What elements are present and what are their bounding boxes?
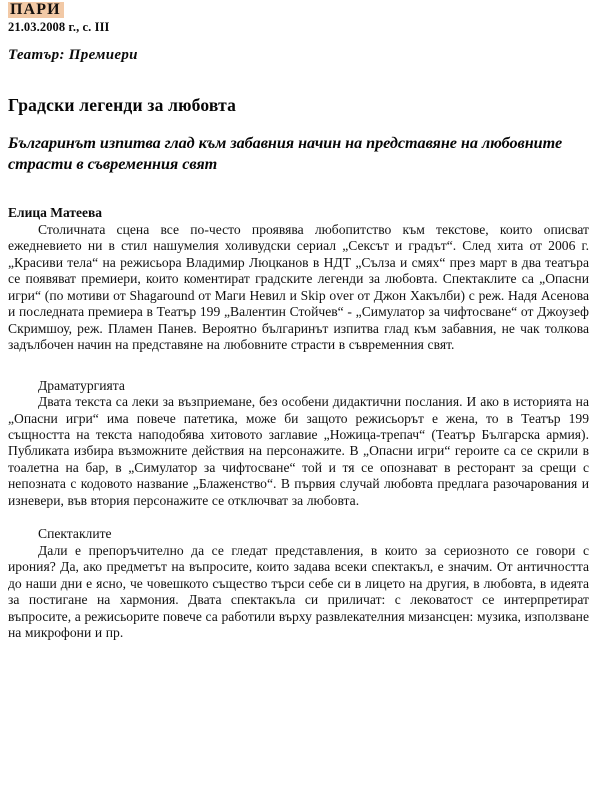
publication-title: ПАРИ: [8, 2, 64, 18]
masthead: [8, 1, 110, 34]
article-byline: Елица Матеева: [8, 205, 103, 220]
subheading-dramaturgy: Драматургията: [38, 377, 125, 393]
paragraph-spacer: [8, 354, 589, 378]
issue-date-line: 21.03.2008 г., с. III: [8, 20, 110, 34]
subheading-performances: Спектаклите: [38, 526, 112, 542]
article-deck: Българинът изпитва глад към забавния начин на представяне на любовните страсти в съвременния свят: [8, 134, 563, 174]
article-headline: Градски легенди за любовта: [8, 94, 237, 115]
article-body: [8, 222, 589, 641]
paragraph-performances: Дали е препоръчително да се гледат представления, в които за сериозното се говори с ирония? Да, ако предметът на въпросите, които задава всеки спектакъл, е значим. От античността до наши дни е ясно, че човешкото същество търси себе си в лицето на другия, в любовта, в идеята за постигане на хармония. Двата спектакъла си приличат: с лековатост се интерпретират въпросите, а режисьорите повече са работили върху развлекателния мизансцен: музика, използване на микрофони и пр.: [8, 542, 589, 640]
paragraph-dramaturgy: Двата текста са леки за възприемане, без особени дидактични послания. И ако в историята на „Опасни игри“ има повече патетика, може би защото режисьорът е жена, то в Театър 199 същността на текста наподобява хитовото заглавие „Ножица-трепач“ (Театър Българска армия). Публиката избира възможните действия на персонажите. В „Опасни игри“ героите са се скрили в тоалетна на бар, в „Симулатор за чифтосване“ той и тя се опознават в ресторант за срещи с непозната с кодовото название „Блаженство“. В първия случай любовта предлага разочарования и изневери, във втория персонажите се отключват за любовта.: [8, 394, 589, 508]
lead-paragraph: Столичната сцена все по-често проявява любопитство към текстове, които описват ежедневието ни в стил нашумелия холивудски сериал „Сексът и градът“. След хита от 2006 г. „Красиви тела“ на режисьора Владимир Люцканов в НДТ „Сълза и смях“ през март в два театъра се появяват премиери, които коментират градските легенди за любовта. Спектаклите са „Опасни игри“ (по мотиви от Shagaround от Маги Невил и Skip over от Джон Хакълби) с реж. Надя Асенова и последната премиера в Театър 199 „Валентин Стойчев“ - „Симулатор за чифтосване“ от Джоузеф Скримшоу, реж. Пламен Панев. Вероятно българинът изпитва глад към забавния, не чак толкова задълбочен начин на представяне на любовните страсти в съвременния свят.: [8, 222, 589, 353]
section-rubric: Театър: Премиери: [8, 47, 138, 63]
paragraph-spacer: [8, 509, 589, 526]
